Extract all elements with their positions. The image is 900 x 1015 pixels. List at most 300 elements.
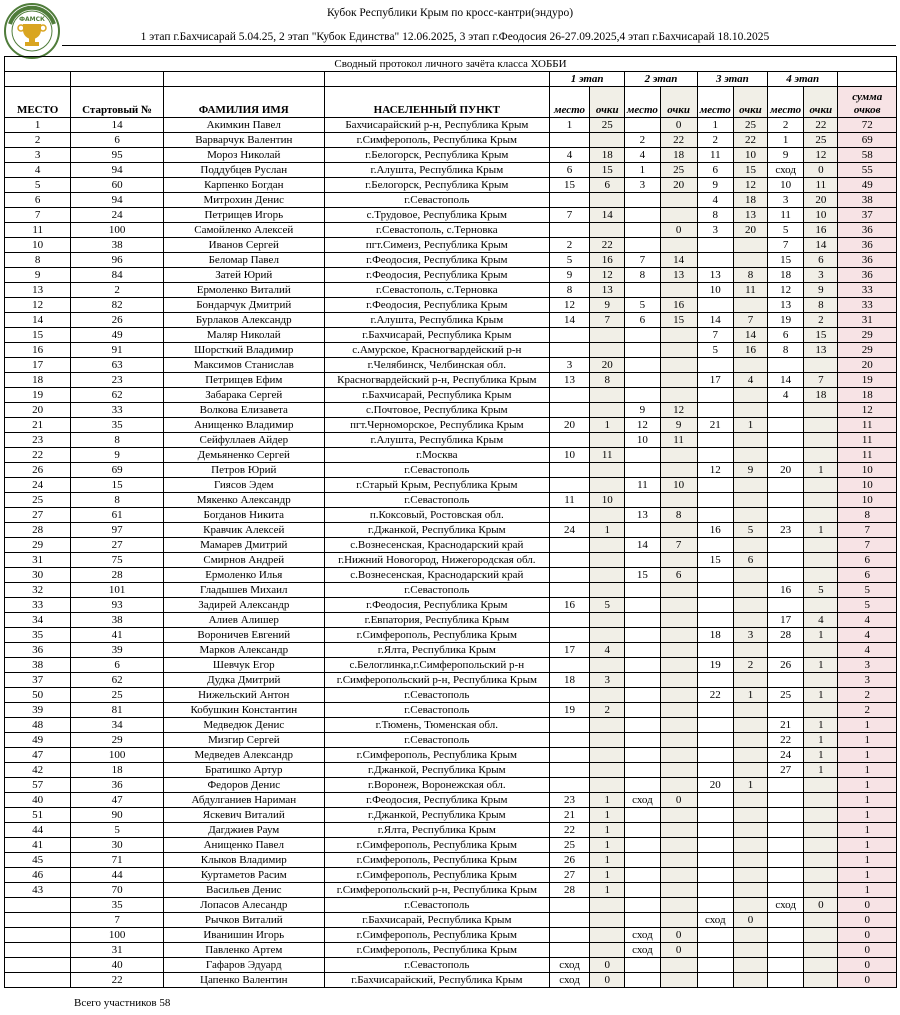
cell-stage-1-place [549, 478, 589, 493]
cell-name: Смирнов Андрей [163, 553, 324, 568]
cell-stage-1-place: 23 [549, 793, 589, 808]
cell-stage-3-points [733, 388, 767, 403]
cell-stage-2-points [660, 853, 697, 868]
cell-stage-2-place [625, 823, 660, 838]
cell-stage-4-points [804, 673, 838, 688]
cell-stage-1-place: 25 [549, 838, 589, 853]
table-row [5, 718, 897, 733]
cell-stage-2-points: 9 [660, 418, 697, 433]
cell-name: Бурлаков Александр [163, 313, 324, 328]
cell-stage-1-points: 1 [590, 823, 625, 838]
cell-stage-2-place [625, 448, 660, 463]
cell-start-no: 7 [71, 913, 164, 928]
cell-total: 2 [838, 688, 897, 703]
cell-stage-3-points: 10 [733, 148, 767, 163]
cell-stage-2-points [660, 823, 697, 838]
cell-start-no: 14 [71, 118, 164, 133]
cell-total: 36 [838, 268, 897, 283]
cell-start-no: 100 [71, 223, 164, 238]
cell-city: г.Севастополь [324, 688, 549, 703]
cell-name: Иванов Сергей [163, 238, 324, 253]
cell-stage-3-points [733, 718, 767, 733]
cell-place: 14 [5, 313, 71, 328]
cell-start-no: 35 [71, 898, 164, 913]
cell-stage-1-points: 0 [590, 973, 625, 988]
cell-stage-3-points: 3 [733, 628, 767, 643]
cell-city: г.Джанкой, Республика Крым [324, 523, 549, 538]
cell-start-no: 29 [71, 733, 164, 748]
cell-stage-4-points: 8 [804, 298, 838, 313]
cell-stage-4-points: 10 [804, 208, 838, 223]
cell-stage-1-place [549, 583, 589, 598]
cell-city: г.Севастополь [324, 493, 549, 508]
cell-stage-4-points: 22 [804, 118, 838, 133]
col-start-no: Стартовый № [71, 87, 164, 118]
cell-stage-2-points [660, 673, 697, 688]
cell-city: г.Алушта, Республика Крым [324, 163, 549, 178]
cell-stage-3-place [697, 808, 733, 823]
cell-stage-4-place: 16 [768, 583, 804, 598]
cell-stage-1-place: 6 [549, 163, 589, 178]
cell-stage-2-points [660, 718, 697, 733]
cell-total: 4 [838, 628, 897, 643]
cell-name: Медведев Александр [163, 748, 324, 763]
col-total-line1: сумма [852, 91, 883, 103]
cell-total: 36 [838, 238, 897, 253]
cell-start-no: 8 [71, 493, 164, 508]
table-row [5, 688, 897, 703]
cell-name: Марков Александр [163, 643, 324, 658]
cell-city: с.Вознесенская, Краснодарский край [324, 538, 549, 553]
cell-start-no: 47 [71, 793, 164, 808]
table-row [5, 223, 897, 238]
cell-start-no: 5 [71, 823, 164, 838]
cell-stage-3-points: 4 [733, 373, 767, 388]
svg-text:ФАМСК: ФАМСК [19, 16, 45, 23]
col-total-line2: очков [853, 104, 881, 116]
cell-stage-2-points: 0 [660, 118, 697, 133]
cell-stage-4-place: 24 [768, 748, 804, 763]
table-row [5, 913, 897, 928]
cell-stage-3-points [733, 733, 767, 748]
cell-stage-2-place [625, 598, 660, 613]
cell-total: 8 [838, 508, 897, 523]
cell-place: 26 [5, 463, 71, 478]
cell-stage-1-place [549, 538, 589, 553]
cell-total: 72 [838, 118, 897, 133]
cell-stage-2-place: 4 [625, 148, 660, 163]
cell-start-no: 82 [71, 298, 164, 313]
cell-stage-1-points: 13 [590, 283, 625, 298]
stage-4-header: 4 этап [768, 72, 838, 87]
table-row [5, 778, 897, 793]
cell-stage-2-points: 22 [660, 133, 697, 148]
cell-name: Акимкин Павел [163, 118, 324, 133]
cell-city: с.Вознесенская, Краснодарский край [324, 568, 549, 583]
cell-stage-2-place [625, 868, 660, 883]
cell-stage-1-points [590, 388, 625, 403]
cell-stage-4-place: 6 [768, 328, 804, 343]
col-stage-2-points: очки [660, 87, 697, 118]
cell-start-no: 70 [71, 883, 164, 898]
cell-name: Васильев Денис [163, 883, 324, 898]
cell-stage-1-place [549, 553, 589, 568]
cell-stage-4-points [804, 418, 838, 433]
cell-stage-3-place [697, 403, 733, 418]
table-row [5, 763, 897, 778]
cell-stage-4-points [804, 823, 838, 838]
cell-stage-3-place [697, 973, 733, 988]
cell-total: 19 [838, 373, 897, 388]
stage-1-header: 1 этап [549, 72, 624, 87]
table-row [5, 703, 897, 718]
cell-stage-3-points: 8 [733, 268, 767, 283]
cell-start-no: 97 [71, 523, 164, 538]
cell-city: г.Челябинск, Челбинская обл. [324, 358, 549, 373]
cell-stage-4-points [804, 448, 838, 463]
cell-name: Демьяненко Сергей [163, 448, 324, 463]
cell-stage-2-place [625, 688, 660, 703]
cell-stage-1-points: 9 [590, 298, 625, 313]
cell-stage-3-points [733, 643, 767, 658]
cell-total: 31 [838, 313, 897, 328]
cell-stage-1-place [549, 508, 589, 523]
cell-name: Кравчик Алексей [163, 523, 324, 538]
cell-stage-2-points [660, 523, 697, 538]
cell-stage-3-points [733, 673, 767, 688]
cell-stage-4-points [804, 358, 838, 373]
column-header-row [5, 87, 897, 118]
cell-stage-4-points: 5 [804, 583, 838, 598]
cell-start-no: 2 [71, 283, 164, 298]
cell-stage-2-points [660, 193, 697, 208]
cell-place: 51 [5, 808, 71, 823]
cell-stage-2-points [660, 913, 697, 928]
cell-name: Абдулганиев Нариман [163, 793, 324, 808]
cell-stage-2-place [625, 898, 660, 913]
cell-stage-3-place: 20 [697, 778, 733, 793]
cell-stage-3-points [733, 748, 767, 763]
cell-city: г.Симферопольский р-н, Республика Крым [324, 673, 549, 688]
cell-city: г.Москва [324, 448, 549, 463]
cell-stage-2-place [625, 523, 660, 538]
cell-place [5, 913, 71, 928]
cell-stage-2-place [625, 553, 660, 568]
table-row [5, 238, 897, 253]
cell-stage-1-place [549, 403, 589, 418]
cell-city: г.Ялта, Республика Крым [324, 643, 549, 658]
cell-stage-4-place: 3 [768, 193, 804, 208]
cell-place: 32 [5, 583, 71, 598]
cell-place: 43 [5, 883, 71, 898]
cell-place: 18 [5, 373, 71, 388]
cell-stage-2-place [625, 388, 660, 403]
cell-stage-3-points [733, 808, 767, 823]
cell-stage-1-place [549, 718, 589, 733]
cell-stage-4-place: 28 [768, 628, 804, 643]
cell-stage-3-place: 8 [697, 208, 733, 223]
cell-name: Медведюк Денис [163, 718, 324, 733]
cell-name: Ермоленко Виталий [163, 283, 324, 298]
cell-stage-3-place: сход [697, 913, 733, 928]
cell-stage-1-points: 2 [590, 703, 625, 718]
cell-stage-4-points: 2 [804, 313, 838, 328]
cell-stage-2-points [660, 868, 697, 883]
cell-stage-1-place: 13 [549, 373, 589, 388]
cell-total: 4 [838, 643, 897, 658]
cell-stage-1-points [590, 328, 625, 343]
cell-stage-3-points: 12 [733, 178, 767, 193]
cell-place: 39 [5, 703, 71, 718]
cell-stage-3-place [697, 433, 733, 448]
table-row [5, 733, 897, 748]
cell-city: г.Симферополь, Республика Крым [324, 868, 549, 883]
cell-stage-3-points: 0 [733, 913, 767, 928]
cell-city: г.Алушта, Республика Крым [324, 313, 549, 328]
table-row [5, 163, 897, 178]
cell-city: г.Бахчисарай, Республика Крым [324, 913, 549, 928]
cell-stage-4-points: 12 [804, 148, 838, 163]
cell-name: Затей Юрий [163, 268, 324, 283]
cell-stage-3-points: 22 [733, 133, 767, 148]
cell-total: 5 [838, 598, 897, 613]
cell-stage-1-points: 22 [590, 238, 625, 253]
cell-stage-2-points [660, 553, 697, 568]
cell-stage-3-place [697, 793, 733, 808]
caption-row [5, 57, 897, 72]
cell-city: г.Феодосия, Республика Крым [324, 268, 549, 283]
cell-start-no: 18 [71, 763, 164, 778]
cell-stage-3-place [697, 748, 733, 763]
cell-stage-3-points [733, 703, 767, 718]
cell-stage-4-points [804, 928, 838, 943]
cell-place: 13 [5, 283, 71, 298]
cell-total: 0 [838, 973, 897, 988]
cell-stage-2-place [625, 208, 660, 223]
cell-stage-1-points [590, 748, 625, 763]
col-stage-3-place: место [697, 87, 733, 118]
cell-stage-4-place: 25 [768, 688, 804, 703]
cell-stage-2-points [660, 583, 697, 598]
cell-stage-1-place: 24 [549, 523, 589, 538]
cell-stage-3-points: 1 [733, 778, 767, 793]
cell-stage-2-place [625, 958, 660, 973]
cell-total: 58 [838, 148, 897, 163]
cell-total: 3 [838, 658, 897, 673]
cell-total: 69 [838, 133, 897, 148]
cell-city: г.Симферополь, Республика Крым [324, 838, 549, 853]
cell-city: г.Бахчисарайский, Республика Крым [324, 973, 549, 988]
cell-stage-3-points [733, 403, 767, 418]
cell-stage-1-place: 4 [549, 148, 589, 163]
cell-stage-1-place [549, 628, 589, 643]
cell-start-no: 28 [71, 568, 164, 583]
cell-start-no: 75 [71, 553, 164, 568]
cell-name: Петрищев Ефим [163, 373, 324, 388]
cell-stage-4-place: 22 [768, 733, 804, 748]
cell-city: г.Феодосия, Республика Крым [324, 298, 549, 313]
cell-start-no: 8 [71, 433, 164, 448]
cell-stage-2-place [625, 778, 660, 793]
cell-stage-4-points [804, 868, 838, 883]
cell-start-no: 41 [71, 628, 164, 643]
cell-stage-1-points [590, 193, 625, 208]
cell-stage-3-points [733, 568, 767, 583]
cell-stage-3-place: 21 [697, 418, 733, 433]
cell-total: 1 [838, 823, 897, 838]
cell-stage-2-points [660, 238, 697, 253]
cell-stage-1-points: 3 [590, 673, 625, 688]
cell-stage-2-points [660, 388, 697, 403]
cell-stage-1-points [590, 403, 625, 418]
cell-stage-2-points [660, 448, 697, 463]
cell-name: Яскевич Виталий [163, 808, 324, 823]
cell-stage-4-place [768, 433, 804, 448]
cell-city: г.Евпатория, Республика Крым [324, 613, 549, 628]
cell-stage-2-place [625, 373, 660, 388]
cell-city: г.Севастополь [324, 733, 549, 748]
cell-stage-3-place: 22 [697, 688, 733, 703]
cell-place: 30 [5, 568, 71, 583]
cell-stage-4-place: 19 [768, 313, 804, 328]
cell-name: Иванишин Игорь [163, 928, 324, 943]
cell-stage-1-points: 12 [590, 268, 625, 283]
cell-start-no: 9 [71, 448, 164, 463]
cell-city: г.Белогорск, Республика Крым [324, 178, 549, 193]
cell-stage-3-points: 2 [733, 658, 767, 673]
table-row [5, 343, 897, 358]
cell-stage-1-points: 1 [590, 868, 625, 883]
cell-name: Волкова Елизавета [163, 403, 324, 418]
cell-stage-2-points: 0 [660, 943, 697, 958]
col-name: ФАМИЛИЯ ИМЯ [163, 87, 324, 118]
cell-city: г.Ялта, Республика Крым [324, 823, 549, 838]
cell-city: г.Севастополь, с.Терновка [324, 223, 549, 238]
cell-stage-2-points [660, 643, 697, 658]
cell-name: Забарака Сергей [163, 388, 324, 403]
cell-stage-1-points [590, 913, 625, 928]
cell-stage-3-points [733, 493, 767, 508]
table-row [5, 253, 897, 268]
cell-start-no: 15 [71, 478, 164, 493]
cell-place: 29 [5, 538, 71, 553]
cell-stage-4-points [804, 703, 838, 718]
cell-stage-1-points: 5 [590, 598, 625, 613]
cell-name: Лопасов Алесандр [163, 898, 324, 913]
cell-place: 31 [5, 553, 71, 568]
cell-place: 5 [5, 178, 71, 193]
cell-stage-2-points [660, 688, 697, 703]
cell-place: 41 [5, 838, 71, 853]
cell-place: 15 [5, 328, 71, 343]
cell-total: 1 [838, 883, 897, 898]
cell-stage-1-place: сход [549, 958, 589, 973]
cell-stage-4-points [804, 793, 838, 808]
cell-stage-2-place [625, 283, 660, 298]
cell-total: 29 [838, 343, 897, 358]
cell-stage-2-place [625, 703, 660, 718]
cell-total: 49 [838, 178, 897, 193]
results-table [4, 56, 897, 988]
table-row [5, 298, 897, 313]
cell-stage-3-place [697, 583, 733, 598]
cell-stage-3-points [733, 838, 767, 853]
cell-name: Мамарев Дмитрий [163, 538, 324, 553]
cell-stage-2-place [625, 673, 660, 688]
header-divider [62, 45, 896, 46]
cell-stage-2-place [625, 493, 660, 508]
cell-city: г.Севастополь [324, 583, 549, 598]
cell-stage-1-place [549, 223, 589, 238]
cell-stage-4-points [804, 853, 838, 868]
cell-start-no: 38 [71, 238, 164, 253]
cell-stage-1-points [590, 343, 625, 358]
cell-stage-4-points: 25 [804, 133, 838, 148]
cell-stage-3-points: 16 [733, 343, 767, 358]
cell-stage-1-points [590, 928, 625, 943]
cell-stage-2-points [660, 733, 697, 748]
cell-stage-1-place: 5 [549, 253, 589, 268]
cell-stage-2-place [625, 463, 660, 478]
cell-stage-3-place [697, 448, 733, 463]
cell-stage-4-points [804, 538, 838, 553]
cell-stage-1-place: 3 [549, 358, 589, 373]
cell-stage-1-place: 15 [549, 178, 589, 193]
cell-total: 18 [838, 388, 897, 403]
cell-stage-1-place: 12 [549, 298, 589, 313]
cell-stage-3-place [697, 763, 733, 778]
cell-city: г.Белогорск, Республика Крым [324, 148, 549, 163]
cell-stage-1-place [549, 913, 589, 928]
cell-stage-4-place [768, 928, 804, 943]
cell-start-no: 95 [71, 148, 164, 163]
cell-stage-1-points [590, 898, 625, 913]
cell-stage-4-points: 4 [804, 613, 838, 628]
cell-stage-2-place: 5 [625, 298, 660, 313]
table-row [5, 583, 897, 598]
cell-total: 55 [838, 163, 897, 178]
cell-place: 46 [5, 868, 71, 883]
cell-stage-2-place [625, 658, 660, 673]
cell-stage-1-points: 7 [590, 313, 625, 328]
cell-place: 11 [5, 223, 71, 238]
table-row [5, 268, 897, 283]
cell-start-no: 38 [71, 613, 164, 628]
table-row [5, 748, 897, 763]
table-row [5, 523, 897, 538]
cell-stage-2-place [625, 973, 660, 988]
cell-stage-2-place [625, 223, 660, 238]
cell-place: 36 [5, 643, 71, 658]
cell-city: г.Симферопольский р-н, Республика Крым [324, 883, 549, 898]
cell-stage-2-points [660, 598, 697, 613]
cell-stage-4-points: 18 [804, 388, 838, 403]
cell-start-no: 96 [71, 253, 164, 268]
table-row [5, 958, 897, 973]
col-stage-4-place: место [768, 87, 804, 118]
cell-start-no: 94 [71, 193, 164, 208]
cell-stage-3-points [733, 898, 767, 913]
cell-total: 1 [838, 718, 897, 733]
cell-start-no: 6 [71, 133, 164, 148]
cell-city: Бахчисарайский р-н, Республика Крым [324, 118, 549, 133]
cell-stage-4-place: 12 [768, 283, 804, 298]
cell-total: 1 [838, 778, 897, 793]
cell-place: 40 [5, 793, 71, 808]
table-row [5, 568, 897, 583]
cell-stage-3-points: 18 [733, 193, 767, 208]
cell-place: 3 [5, 148, 71, 163]
